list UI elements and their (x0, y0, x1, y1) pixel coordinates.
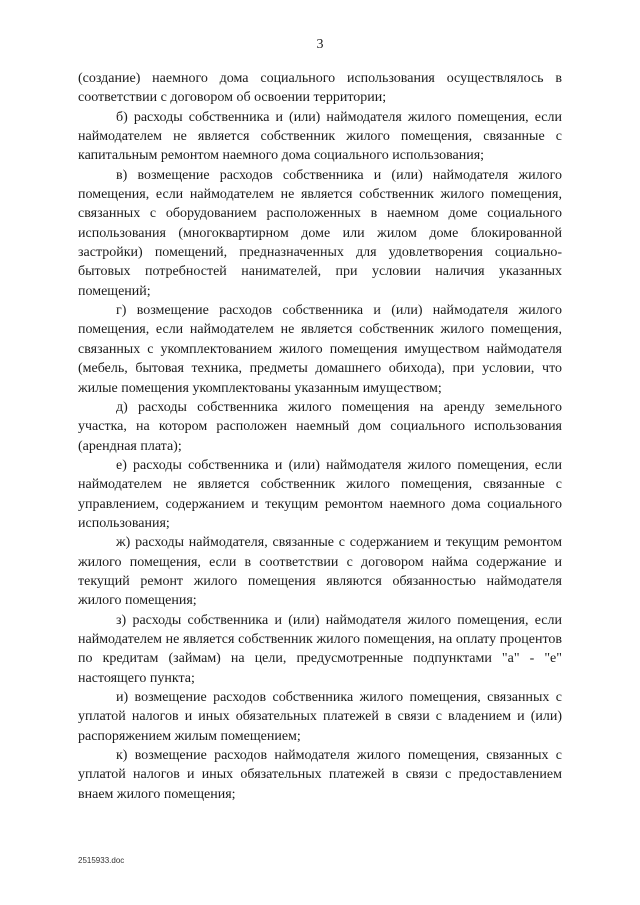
footer-document-code: 2515933.doc (78, 856, 125, 865)
paragraph-item-e: е) расходы собственника и (или) наймодателя жилого помещения, если наймодателем не является собственник жилого помещения, связанные с управлением, содержанием и текущим ремонтом наемного дома социального использования; (78, 457, 562, 531)
paragraph-item-d: д) расходы собственника жилого помещения на аренду земельного участка, на котором расположен наемный дом социального использования (арендная плата); (78, 399, 562, 454)
paragraph-item-v: в) возмещение расходов собственника и (или) наймодателя жилого помещения, если наймодателем не является собственник жилого помещения, связанных с оборудованием расположенных в наемном доме социального использования (многоквартирном доме или жилом доме блокированной застройки) помещений, предназначенных для удовлетворения социально-бытовых потребностей нанимателей, при условии наличия указанных помещений; (78, 167, 562, 299)
paragraph-item-i: и) возмещение расходов собственника жилого помещения, связанных с уплатой налогов и иных обязательных платежей в связи с владением и (или) распоряжением жилым помещением; (78, 690, 562, 744)
paragraph-item-zh: ж) расходы наймодателя, связанные с содержанием и текущим ремонтом жилого помещения, если в соответствии с договором найма содержание и текущий ремонт жилого помещения являются обязанностью наймодателя жилого помещения; (78, 535, 562, 609)
paragraph-item-k: к) возмещение расходов наймодателя жилого помещения, связанных с уплатой налогов и иных обязательных платежей в связи с предоставлением внаем жилого помещения; (78, 748, 562, 802)
paragraph-item-g: г) возмещение расходов собственника и (или) наймодателя жилого помещения, если наймодателем не является собственник жилого помещения, связанных с укомплектованием жилого помещения имуществом наймодателя (мебель, бытовая техника, предметы домашнего обихода), при условии, что жилые помещения укомплектованы указанным имуществом; (78, 303, 562, 396)
page-number: 3 (316, 37, 324, 52)
document-body (78, 69, 562, 804)
paragraph-item-b: б) расходы собственника и (или) наймодателя жилого помещения, если наймодателем не является собственник жилого помещения, связанные с капитальным ремонтом наемного дома социального использования; (78, 109, 562, 164)
paragraph-item-z: з) расходы собственника и (или) наймодателя жилого помещения, если наймодателем не является собственник жилого помещения, на оплату процентов по кредитам (займам) на цели, предусмотренные подпунктами "а" - "е" настоящего пункта; (78, 612, 562, 686)
paragraph-continuation: (создание) наемного дома социального использования осуществлялось в соответствии с договором об освоении территории; (78, 71, 562, 106)
